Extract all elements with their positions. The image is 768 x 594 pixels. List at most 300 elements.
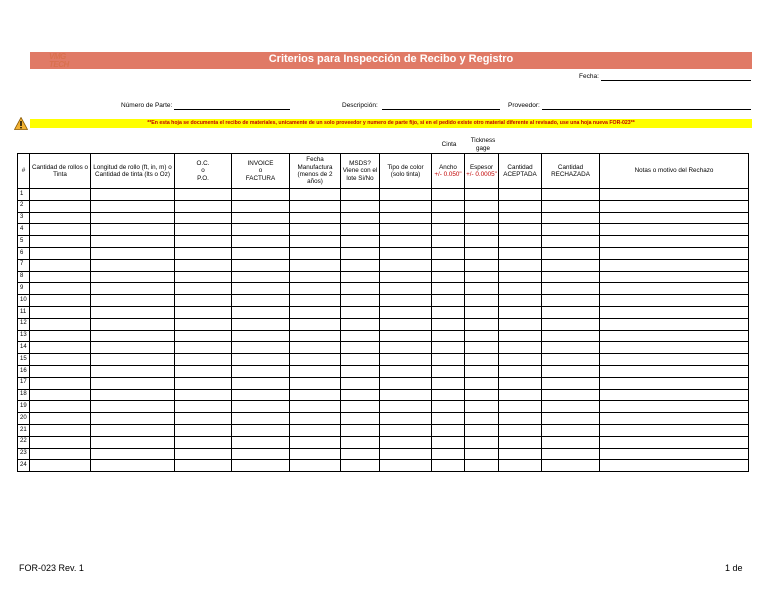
table-cell[interactable] (600, 354, 749, 366)
table-cell[interactable] (232, 224, 290, 236)
table-cell[interactable] (91, 342, 175, 354)
table-cell[interactable] (542, 306, 600, 318)
table-cell[interactable] (232, 354, 290, 366)
table-cell[interactable] (175, 247, 232, 259)
table-cell[interactable] (465, 377, 499, 389)
table-cell[interactable] (600, 200, 749, 212)
table-cell[interactable] (499, 330, 542, 342)
table-cell[interactable] (380, 189, 432, 201)
table-cell[interactable] (232, 271, 290, 283)
table-cell[interactable] (341, 365, 380, 377)
table-cell[interactable] (290, 236, 341, 248)
table-cell[interactable] (542, 200, 600, 212)
table-cell[interactable] (232, 342, 290, 354)
table-cell[interactable] (432, 413, 465, 425)
table-cell[interactable] (232, 259, 290, 271)
table-cell[interactable] (91, 259, 175, 271)
col-rechazada: Cantidad RECHAZADA (542, 154, 600, 189)
table-cell[interactable] (232, 436, 290, 448)
table-cell[interactable] (499, 342, 542, 354)
table-cell[interactable] (232, 377, 290, 389)
table-cell[interactable] (499, 306, 542, 318)
table-cell[interactable] (30, 212, 91, 224)
table-cell[interactable] (175, 377, 232, 389)
table-cell[interactable] (432, 259, 465, 271)
table-cell[interactable] (175, 318, 232, 330)
table-cell[interactable] (341, 354, 380, 366)
table-cell[interactable] (542, 342, 600, 354)
table-cell[interactable] (290, 247, 341, 259)
table-cell[interactable] (30, 401, 91, 413)
table-cell[interactable] (91, 330, 175, 342)
table-cell[interactable] (600, 189, 749, 201)
table-cell[interactable] (30, 318, 91, 330)
table-cell[interactable] (432, 212, 465, 224)
table-cell[interactable] (232, 247, 290, 259)
table-cell[interactable] (30, 295, 91, 307)
table-cell[interactable] (380, 354, 432, 366)
table-cell[interactable] (175, 365, 232, 377)
table-cell[interactable] (341, 330, 380, 342)
table-cell[interactable] (30, 377, 91, 389)
table-cell[interactable] (175, 330, 232, 342)
table-cell[interactable] (465, 460, 499, 472)
table-cell[interactable] (380, 365, 432, 377)
table-cell[interactable] (600, 460, 749, 472)
table-cell[interactable] (175, 448, 232, 460)
table-cell[interactable] (542, 389, 600, 401)
table-cell[interactable] (175, 271, 232, 283)
table-cell[interactable] (432, 448, 465, 460)
table-cell[interactable] (499, 259, 542, 271)
table-cell[interactable] (341, 377, 380, 389)
table-cell[interactable] (600, 330, 749, 342)
tickness-header: Tickness gage (470, 137, 496, 152)
table-cell[interactable] (499, 377, 542, 389)
table-cell[interactable] (341, 436, 380, 448)
table-cell[interactable] (175, 342, 232, 354)
table-cell[interactable] (465, 401, 499, 413)
table-cell[interactable] (465, 271, 499, 283)
table-cell[interactable] (432, 271, 465, 283)
table-cell[interactable] (91, 365, 175, 377)
table-cell[interactable] (542, 436, 600, 448)
table-cell[interactable] (380, 200, 432, 212)
table-cell[interactable] (30, 330, 91, 342)
table-cell[interactable] (432, 460, 465, 472)
table-cell[interactable] (499, 318, 542, 330)
table-cell[interactable] (432, 306, 465, 318)
table-cell[interactable] (542, 330, 600, 342)
table-cell[interactable] (30, 236, 91, 248)
table-cell[interactable] (341, 271, 380, 283)
table-cell[interactable] (380, 342, 432, 354)
table-cell[interactable] (432, 401, 465, 413)
table-cell[interactable] (465, 330, 499, 342)
table-cell[interactable] (542, 224, 600, 236)
table-cell[interactable] (380, 330, 432, 342)
table-cell[interactable] (432, 224, 465, 236)
table-cell[interactable] (290, 424, 341, 436)
table-cell[interactable] (499, 413, 542, 425)
table-cell[interactable] (91, 424, 175, 436)
table-cell[interactable] (432, 424, 465, 436)
table-cell[interactable] (499, 448, 542, 460)
table-cell[interactable] (290, 306, 341, 318)
table-cell[interactable] (290, 342, 341, 354)
table-cell[interactable] (465, 259, 499, 271)
table-cell[interactable] (499, 200, 542, 212)
table-cell[interactable] (465, 389, 499, 401)
table-cell[interactable] (290, 448, 341, 460)
table-cell[interactable] (600, 401, 749, 413)
table-cell[interactable] (600, 436, 749, 448)
table-cell[interactable] (600, 259, 749, 271)
table-cell[interactable] (91, 436, 175, 448)
table-cell[interactable] (432, 389, 465, 401)
table-cell[interactable] (380, 295, 432, 307)
table-cell[interactable] (465, 365, 499, 377)
table-cell[interactable] (30, 247, 91, 259)
table-cell[interactable] (290, 389, 341, 401)
table-cell[interactable] (542, 401, 600, 413)
table-cell[interactable] (465, 224, 499, 236)
table-cell[interactable] (465, 318, 499, 330)
table-cell[interactable] (600, 247, 749, 259)
table-cell[interactable] (232, 318, 290, 330)
table-cell[interactable] (290, 212, 341, 224)
table-cell[interactable] (499, 189, 542, 201)
table-cell[interactable] (30, 189, 91, 201)
table-cell[interactable] (380, 271, 432, 283)
table-cell[interactable] (232, 330, 290, 342)
table-cell[interactable] (290, 318, 341, 330)
table-cell[interactable] (341, 389, 380, 401)
table-cell[interactable] (91, 283, 175, 295)
table-cell[interactable] (380, 448, 432, 460)
table-cell[interactable] (465, 212, 499, 224)
table-cell[interactable] (175, 189, 232, 201)
table-cell[interactable] (600, 377, 749, 389)
table-cell[interactable] (600, 236, 749, 248)
table-cell[interactable] (91, 236, 175, 248)
table-cell[interactable] (30, 436, 91, 448)
table-cell[interactable] (499, 224, 542, 236)
table-cell[interactable] (91, 224, 175, 236)
table-cell[interactable] (175, 236, 232, 248)
table-cell[interactable] (380, 424, 432, 436)
table-row (18, 306, 749, 318)
table-cell[interactable] (91, 413, 175, 425)
table-cell[interactable] (542, 413, 600, 425)
table-cell[interactable] (432, 236, 465, 248)
table-cell[interactable] (380, 306, 432, 318)
proveedor-field[interactable] (542, 109, 751, 110)
table-cell[interactable] (341, 401, 380, 413)
table-cell[interactable] (341, 247, 380, 259)
numero-parte-field[interactable] (174, 109, 290, 110)
table-cell[interactable] (600, 389, 749, 401)
table-cell[interactable] (465, 306, 499, 318)
table-cell[interactable] (30, 460, 91, 472)
table-cell[interactable] (341, 342, 380, 354)
table-cell[interactable] (30, 306, 91, 318)
table-cell[interactable] (290, 365, 341, 377)
table-cell[interactable] (30, 259, 91, 271)
table-cell[interactable] (432, 189, 465, 201)
table-cell[interactable] (341, 460, 380, 472)
table-cell[interactable] (380, 389, 432, 401)
table-cell[interactable] (341, 413, 380, 425)
table-cell[interactable] (600, 413, 749, 425)
table-cell[interactable] (465, 247, 499, 259)
table-cell[interactable] (499, 401, 542, 413)
table-cell[interactable] (175, 306, 232, 318)
table-cell[interactable] (290, 295, 341, 307)
table-cell[interactable] (600, 448, 749, 460)
table-cell[interactable] (380, 413, 432, 425)
table-cell[interactable] (341, 318, 380, 330)
table-cell[interactable] (542, 448, 600, 460)
table-cell[interactable] (465, 200, 499, 212)
table-cell[interactable] (600, 283, 749, 295)
table-cell[interactable] (341, 200, 380, 212)
table-cell[interactable] (30, 365, 91, 377)
table-cell[interactable] (290, 271, 341, 283)
table-cell[interactable] (499, 212, 542, 224)
table-cell[interactable] (542, 377, 600, 389)
table-cell[interactable] (290, 330, 341, 342)
table-cell[interactable] (91, 247, 175, 259)
table-cell[interactable] (465, 424, 499, 436)
table-cell[interactable] (232, 389, 290, 401)
table-cell[interactable] (380, 318, 432, 330)
table-cell[interactable] (341, 236, 380, 248)
table-cell[interactable] (465, 436, 499, 448)
table-cell[interactable] (175, 401, 232, 413)
table-cell[interactable] (542, 318, 600, 330)
table-cell[interactable] (380, 401, 432, 413)
table-cell[interactable] (499, 247, 542, 259)
table-cell[interactable] (380, 436, 432, 448)
table-cell[interactable] (91, 354, 175, 366)
table-cell[interactable] (432, 330, 465, 342)
table-cell[interactable] (91, 295, 175, 307)
table-cell[interactable] (542, 295, 600, 307)
table-cell[interactable] (232, 424, 290, 436)
table-cell[interactable] (542, 283, 600, 295)
table-cell[interactable] (465, 413, 499, 425)
table-cell[interactable] (542, 365, 600, 377)
table-cell[interactable] (175, 436, 232, 448)
table-cell[interactable] (232, 200, 290, 212)
table-cell[interactable] (341, 283, 380, 295)
table-cell[interactable] (432, 365, 465, 377)
table-cell[interactable] (232, 236, 290, 248)
table-cell[interactable] (30, 424, 91, 436)
table-cell[interactable] (380, 377, 432, 389)
table-cell[interactable] (30, 448, 91, 460)
table-cell[interactable] (380, 460, 432, 472)
table-cell[interactable] (290, 189, 341, 201)
table-cell[interactable] (175, 295, 232, 307)
table-cell[interactable] (600, 295, 749, 307)
table-cell[interactable] (91, 389, 175, 401)
table-cell[interactable] (30, 283, 91, 295)
table-cell[interactable] (432, 283, 465, 295)
table-cell[interactable] (290, 436, 341, 448)
table-cell[interactable] (542, 189, 600, 201)
table-cell[interactable] (341, 259, 380, 271)
table-cell[interactable] (432, 318, 465, 330)
table-cell[interactable] (341, 224, 380, 236)
table-cell[interactable] (432, 354, 465, 366)
table-cell[interactable] (499, 271, 542, 283)
table-cell[interactable] (341, 306, 380, 318)
table-cell[interactable] (175, 259, 232, 271)
table-cell[interactable] (499, 389, 542, 401)
table-cell[interactable] (499, 424, 542, 436)
numero-parte-label: Número de Parte: (121, 102, 173, 109)
table-cell[interactable] (232, 365, 290, 377)
table-cell[interactable] (232, 413, 290, 425)
table-cell[interactable] (341, 448, 380, 460)
table-cell[interactable] (465, 342, 499, 354)
table-cell[interactable] (290, 401, 341, 413)
table-cell[interactable] (380, 224, 432, 236)
table-cell[interactable] (30, 389, 91, 401)
table-cell[interactable] (542, 460, 600, 472)
table-cell[interactable] (232, 401, 290, 413)
table-cell[interactable] (290, 377, 341, 389)
table-cell[interactable] (91, 271, 175, 283)
descripcion-field[interactable] (382, 109, 500, 110)
table-cell[interactable] (465, 283, 499, 295)
table-cell[interactable] (542, 236, 600, 248)
table-cell[interactable] (432, 342, 465, 354)
table-cell[interactable] (465, 354, 499, 366)
table-cell[interactable] (175, 413, 232, 425)
fecha-field[interactable] (601, 80, 751, 81)
table-cell[interactable] (499, 365, 542, 377)
table-cell[interactable] (380, 259, 432, 271)
table-cell[interactable] (30, 271, 91, 283)
table-cell[interactable] (290, 200, 341, 212)
row-number: 5 (18, 236, 30, 248)
table-cell[interactable] (91, 189, 175, 201)
table-cell[interactable] (232, 189, 290, 201)
table-cell[interactable] (542, 212, 600, 224)
table-cell[interactable] (341, 295, 380, 307)
table-cell[interactable] (91, 318, 175, 330)
table-cell[interactable] (91, 448, 175, 460)
table-cell[interactable] (30, 354, 91, 366)
table-cell[interactable] (380, 212, 432, 224)
table-cell[interactable] (432, 295, 465, 307)
table-cell[interactable] (600, 271, 749, 283)
table-cell[interactable] (465, 189, 499, 201)
table-cell[interactable] (91, 306, 175, 318)
table-cell[interactable] (290, 224, 341, 236)
table-cell[interactable] (175, 212, 232, 224)
table-cell[interactable] (91, 200, 175, 212)
table-cell[interactable] (91, 377, 175, 389)
table-cell[interactable] (175, 200, 232, 212)
table-cell[interactable] (175, 354, 232, 366)
col-cantidad-rollos: Cantidad de rollos o Tinta (30, 154, 91, 189)
table-cell[interactable] (380, 236, 432, 248)
table-cell[interactable] (600, 424, 749, 436)
table-cell[interactable] (91, 460, 175, 472)
table-cell[interactable] (232, 212, 290, 224)
table-cell[interactable] (290, 283, 341, 295)
table-cell[interactable] (542, 354, 600, 366)
table-cell[interactable] (341, 189, 380, 201)
table-cell[interactable] (30, 224, 91, 236)
table-cell[interactable] (290, 460, 341, 472)
table-cell[interactable] (91, 401, 175, 413)
table-cell[interactable] (499, 295, 542, 307)
table-cell[interactable] (30, 200, 91, 212)
table-cell[interactable] (175, 460, 232, 472)
table-cell[interactable] (175, 389, 232, 401)
table-cell[interactable] (232, 306, 290, 318)
table-cell[interactable] (380, 283, 432, 295)
table-cell[interactable] (600, 212, 749, 224)
table-cell[interactable] (542, 259, 600, 271)
table-cell[interactable] (175, 424, 232, 436)
table-cell[interactable] (600, 365, 749, 377)
table-cell[interactable] (341, 212, 380, 224)
table-cell[interactable] (432, 377, 465, 389)
table-cell[interactable] (465, 295, 499, 307)
table-cell[interactable] (499, 236, 542, 248)
table-cell[interactable] (499, 436, 542, 448)
table-cell[interactable] (542, 424, 600, 436)
table-cell[interactable] (341, 424, 380, 436)
table-cell[interactable] (290, 354, 341, 366)
table-cell[interactable] (91, 212, 175, 224)
col-notas: Notas o motivo del Rechazo (600, 154, 749, 189)
table-cell[interactable] (232, 448, 290, 460)
table-cell[interactable] (600, 342, 749, 354)
table-cell[interactable] (542, 247, 600, 259)
table-cell[interactable] (542, 271, 600, 283)
table-cell[interactable] (432, 247, 465, 259)
table-cell[interactable] (600, 224, 749, 236)
table-cell[interactable] (290, 259, 341, 271)
table-cell[interactable] (600, 306, 749, 318)
table-cell[interactable] (499, 460, 542, 472)
table-cell[interactable] (232, 295, 290, 307)
table-cell[interactable] (290, 413, 341, 425)
table-cell[interactable] (175, 283, 232, 295)
table-cell[interactable] (175, 224, 232, 236)
row-number: 13 (18, 330, 30, 342)
table-cell[interactable] (232, 283, 290, 295)
table-cell[interactable] (380, 247, 432, 259)
table-cell[interactable] (465, 236, 499, 248)
table-cell[interactable] (432, 436, 465, 448)
table-cell[interactable] (600, 318, 749, 330)
table-cell[interactable] (499, 283, 542, 295)
table-cell[interactable] (465, 448, 499, 460)
table-cell[interactable] (232, 460, 290, 472)
table-cell[interactable] (432, 200, 465, 212)
table-cell[interactable] (30, 342, 91, 354)
table-cell[interactable] (30, 413, 91, 425)
table-cell[interactable] (499, 354, 542, 366)
